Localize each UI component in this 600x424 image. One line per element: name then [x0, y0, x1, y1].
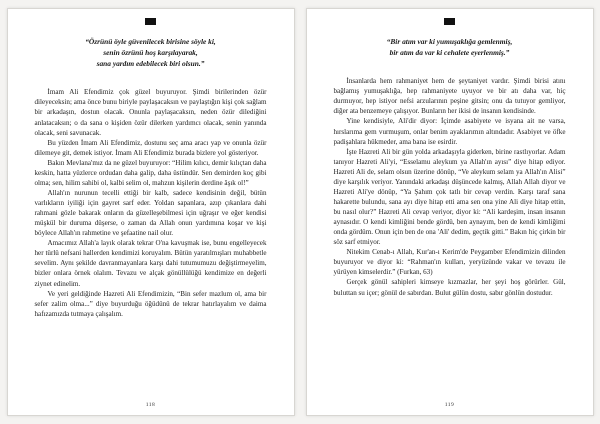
page-body-right — [334, 76, 566, 297]
paragraph: İşte Hazreti Ali bir gün yolda arkadaşıyla giderken, birine rastlıyorlar. Adam tanıyor Hazreti Ali'yi, “Esselamu aleykum ya Allah'ın ayısı” diye hitap ediyor. Hazreti Ali de, selam olsun üzerine dönüp, “Ve aleykum selam ya Allah'ın Alisi” diye karşılık veriyor. Yanındaki arkadaşı düşüncede kalmış, Allah Allah diyor ve Hazreti Ali'ye dönüp, “Ya Şahım çok tatlı bir cevap verdin. Karşı taraf sana hakarette bulundu, sana ayı diye hitap etti ama sen ona yine Ali diye hitap ettin, bu nasıl olur?” Hazreti Ali cevap veriyor, diyor ki: “Ali kardeşim, insan insanın aynasıdır. O kendi kimliğini bende gördü, ben aynayım, ben de kendi kimliğimi onda gördüm. Onun için ben de ona 'Ali' dedim, geçtik gitti.” Bakın hiç çirkin bir söz sarf etmiyor. — [333, 147, 566, 247]
paragraph: Bakın Mevlana'mız da ne güzel buyuruyor: “Hilim kılıcı, demir kılıçtan daha keskin, hatta yüzlerce ordudan daha galip, daha üstündür. Sen demirden koç gibi olma; sen, hilim sahibi ol, kalbi selim ol, mahzun kişilerin derdine âşık ol!” — [34, 158, 267, 187]
paragraph: İnsanlarda hem rahmaniyet hem de şeytaniyet vardır. Şimdi birisi atını bağlamış yumuşaklığa, hep rahmaniyete uyuyor ve bir atı daha var, hiç durmuyor, hep istiyor nefsi arzularının peşine gitsin; onu da tutuyor gemliyor, diğer ata benzemeye çalışıyor. Bunların her ikisi de insanın kendisinde. — [333, 77, 566, 116]
paragraph: İmam Ali Efendimiz çok güzel buyuruyor. Şimdi birilerinden özür dileyeceksin; ama önce bunu biriyle paylaşacaksın ve paylaştığın kişi çok sağlam bir arkadaşın, dostun olacak. Onunla paylaşacaksın, neden özür dilediğini anlatacaksın; o da sana o kişiden özür dilerken yardımcı olacak, senin yanında olacak, seni savunacak. — [34, 88, 267, 137]
chapter-quote-left — [35, 36, 267, 69]
right-page — [306, 8, 594, 416]
page-number-right: 119 — [444, 402, 455, 408]
left-page — [7, 8, 295, 416]
quote-line: bir atım da var ki cehalete eyerlenmiş.” — [389, 48, 510, 58]
paragraph: Nitekim Cenab-ı Allah, Kur'an-ı Kerim'de Peygamber Efendimizin dilinden buyuruyor ve diyor ki: “Rahman'ın kulları, yeryüzünde vakar ve tevazu ile yürüyen kimselerdir.” (Furkan, 63) — [333, 248, 566, 277]
quote-line: senin özrünü hoş karşılayarak, — [103, 48, 198, 58]
chapter-quote-right — [334, 36, 566, 58]
quote-line: “Bir atım var ki yumuşaklığa gemlenmiş, — [386, 37, 513, 46]
page-ornament — [444, 18, 455, 25]
quote-line: sana yardım edebilecek biri olsun.” — [96, 59, 205, 69]
paragraph: Gerçek gönül sahipleri kimseye kızmazlar, her şeyi hoş görürler. Gül, buluttan su içer; gönül de sabırdan. Bulut gülün dostu, sabır gönlün dostudur. — [333, 278, 566, 297]
paragraph: Bu yüzden İmam Ali Efendimiz, dostunu seç ama aracı yap ve onunla özür dilemeye git, demek istiyor. İmam Ali Efendimiz burada bizlere yol gösteriyor. — [34, 138, 267, 157]
paragraph: Amacımız Allah'a layık olarak tekrar O'na kavuşmak ise, bunu engelleyecek her türlü nefsani hallerden kendimizi koruyalım. Bütün yaratılmışları muhabbetle sevelim. Aynı şekilde davranmayanlara karşı dahi tutumumuzu değiştirmeyelim, bizler onlara örnek olalım. Tevazu ve alçak gönüllülüğü kendimize en değerli ziynet edinelim. — [34, 239, 267, 288]
quote-line: “Özrünü öyle güvenilecek birisine söyle ki, — [85, 37, 216, 46]
paragraph: Yine kendisiyle, Ali'dir diyor: İçimde asabiyete ve isyana ait ne varsa, hırslarıma gem vurmuşum, onlar benim ayaklarımın altındadır. Asabiyet ve öfke padişahlara hükmeder, ama bana ise esirdir. — [333, 117, 566, 146]
paragraph: Ve yeri geldiğinde Hazreti Ali Efendimizin, “Bin sefer mazlum ol, ama bir sefer zalim olma...” diye buyurduğu öğüdünü de tekrar hatırlayalım ve daima hafızamızda tutmaya çalışalım. — [34, 289, 267, 318]
page-number-left: 118 — [145, 402, 156, 408]
page-ornament — [145, 18, 156, 25]
page-body-left — [35, 87, 267, 318]
paragraph: Allah'ın nurunun tecelli ettiği bir kalb, sadece kendisinin değil, bütün varlıkların iyiliği için gayret sarf eder. Yoldan sapanlara, azıp çıkanlara dahi rahmani gözle bakarak onların da güzelleşebilmesi için uğraşır ve eğer kendisi müşkül bir duruma düşerse, o zaman da Allah onun yardımına koşar ve kişi böylece Allah'ın rahmetine ve şefaatine nail olur. — [34, 188, 267, 238]
